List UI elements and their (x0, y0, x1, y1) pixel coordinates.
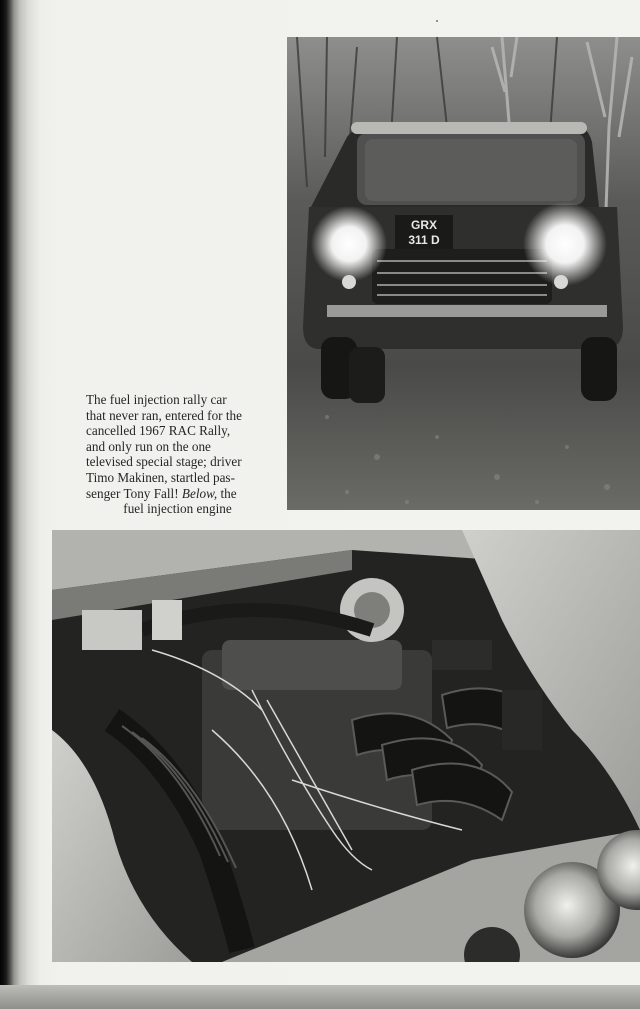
caption-below-word: Below, (181, 485, 218, 501)
engine-bay-photo (52, 530, 640, 962)
caption-below-tail: the (217, 485, 237, 501)
caption-line: Timo Makinen, startled pas- (86, 469, 235, 485)
caption-line: senger Tony Fall! (86, 485, 179, 501)
caption-line: televised special stage; driver (86, 454, 242, 470)
photo-caption (86, 392, 269, 517)
caption-line: that never ran, entered for the (86, 407, 242, 423)
caption-line: The fuel injection rally car (86, 392, 227, 407)
page-edge (0, 985, 640, 1009)
caption-last-line: fuel injection engine (123, 501, 232, 517)
number-plate-line-1: GRX (410, 218, 438, 232)
rally-car-photo (287, 37, 640, 510)
number-plate-line-2: 311 D (408, 233, 440, 247)
print-speck (436, 20, 438, 22)
spine-shadow (0, 0, 40, 1009)
caption-line: and only run on the one (86, 438, 211, 454)
caption-line: cancelled 1967 RAC Rally, (86, 423, 231, 439)
